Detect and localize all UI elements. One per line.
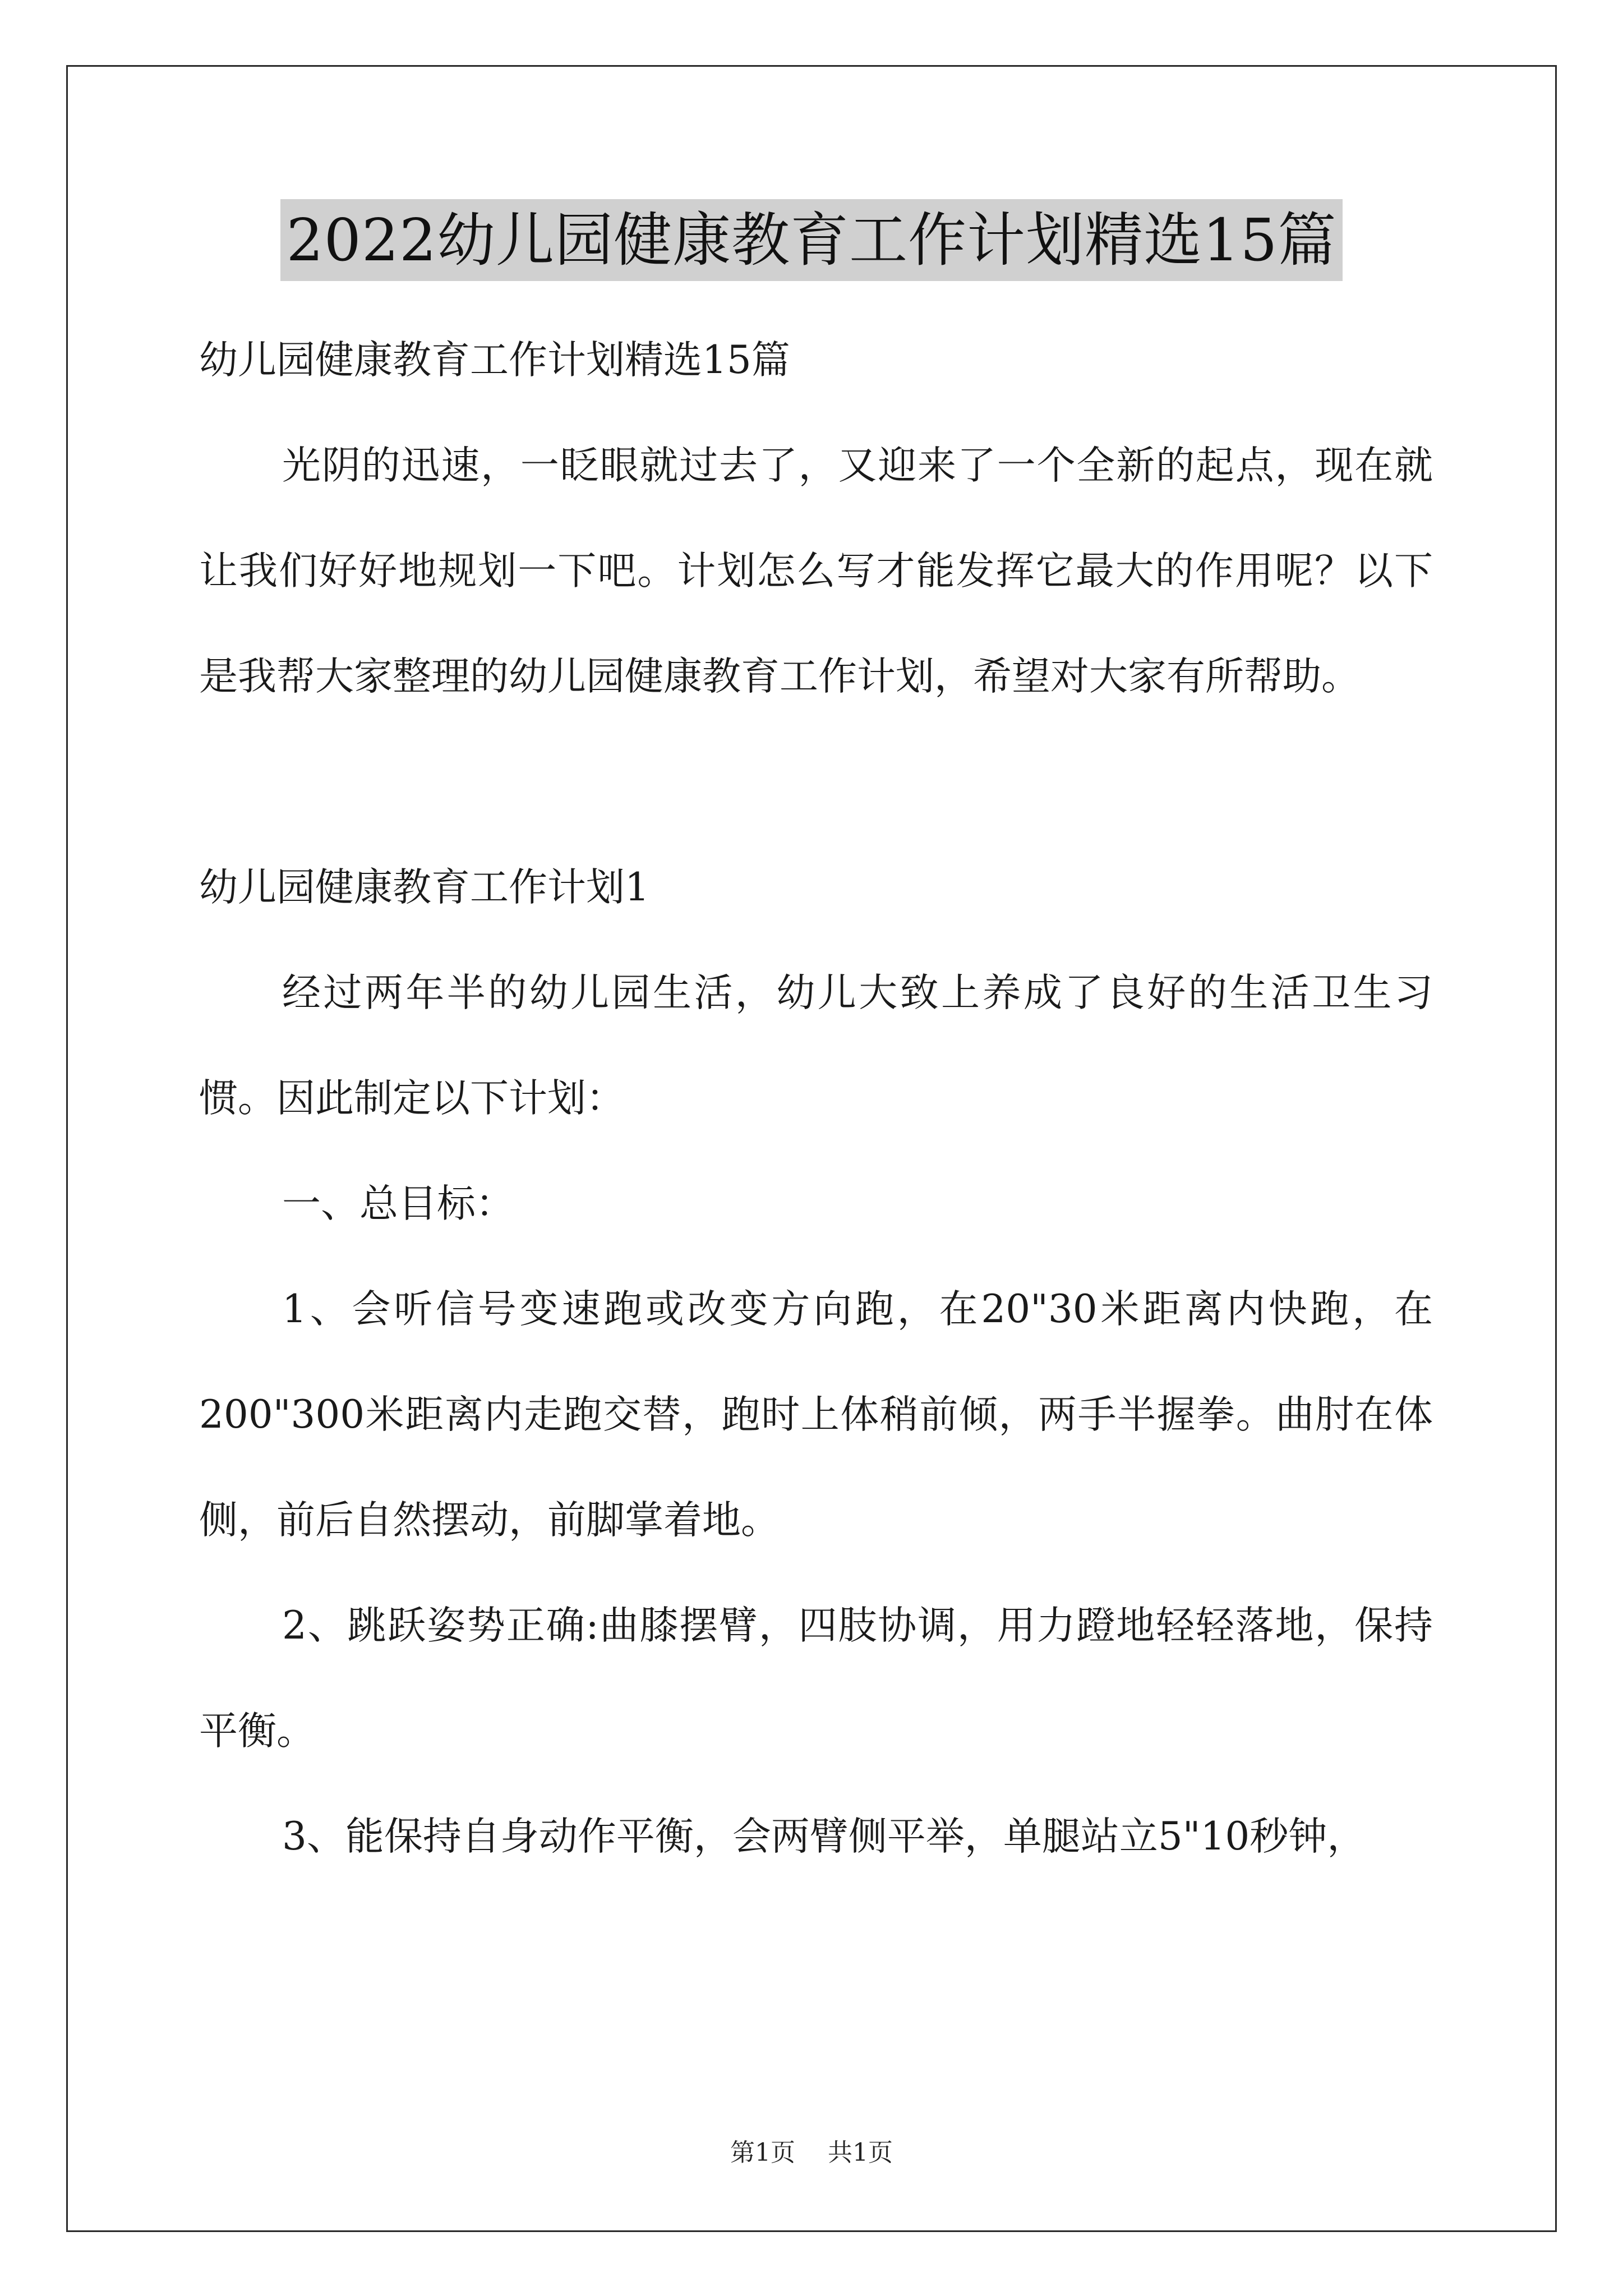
goal-item-3: 3、能保持自身动作平衡，会两臂侧平举，单腿站立5"10秒钟， (282, 1814, 1366, 1859)
title-block (0, 199, 1623, 281)
page-footer (0, 2136, 1623, 2170)
subtitle-paragraph: 幼儿园健康教育工作计划精选15篇 (199, 338, 790, 383)
goal-item-2: 2、跳跃姿势正确:曲膝摆臂，四肢协调，用力蹬地轻轻落地，保持平衡。 (199, 1603, 1433, 1754)
document-title: 2022幼儿园健康教育工作计划精选15篇 (280, 199, 1342, 281)
body-paragraph: 经过两年半的幼儿园生活，幼儿大致上养成了良好的生活卫生习惯。因此制定以下计划： (199, 970, 1433, 1121)
paragraph-spacer (199, 729, 1433, 835)
section-heading: 幼儿园健康教育工作计划1 (199, 865, 649, 910)
document-body (199, 307, 1433, 1889)
goal-item-1: 1、会听信号变速跑或改变方向跑，在20"30米距离内快跑，在200"300米距离内走跑交替，跑时上体稍前倾，两手半握拳。曲肘在体侧，前后自然摆动，前脚掌着地。 (199, 1287, 1433, 1543)
page-number: 第1页 (730, 2138, 795, 2167)
goal-heading: 一、总目标： (282, 1181, 514, 1226)
intro-paragraph: 光阴的迅速，一眨眼就过去了，又迎来了一个全新的起点，现在就让我们好好地规划一下吧。计划怎么写才能发挥它最大的作用呢？以下是我帮大家整理的幼儿园健康教育工作计划，希望对大家有所帮助。 (199, 443, 1433, 699)
page-total: 共1页 (828, 2138, 893, 2167)
